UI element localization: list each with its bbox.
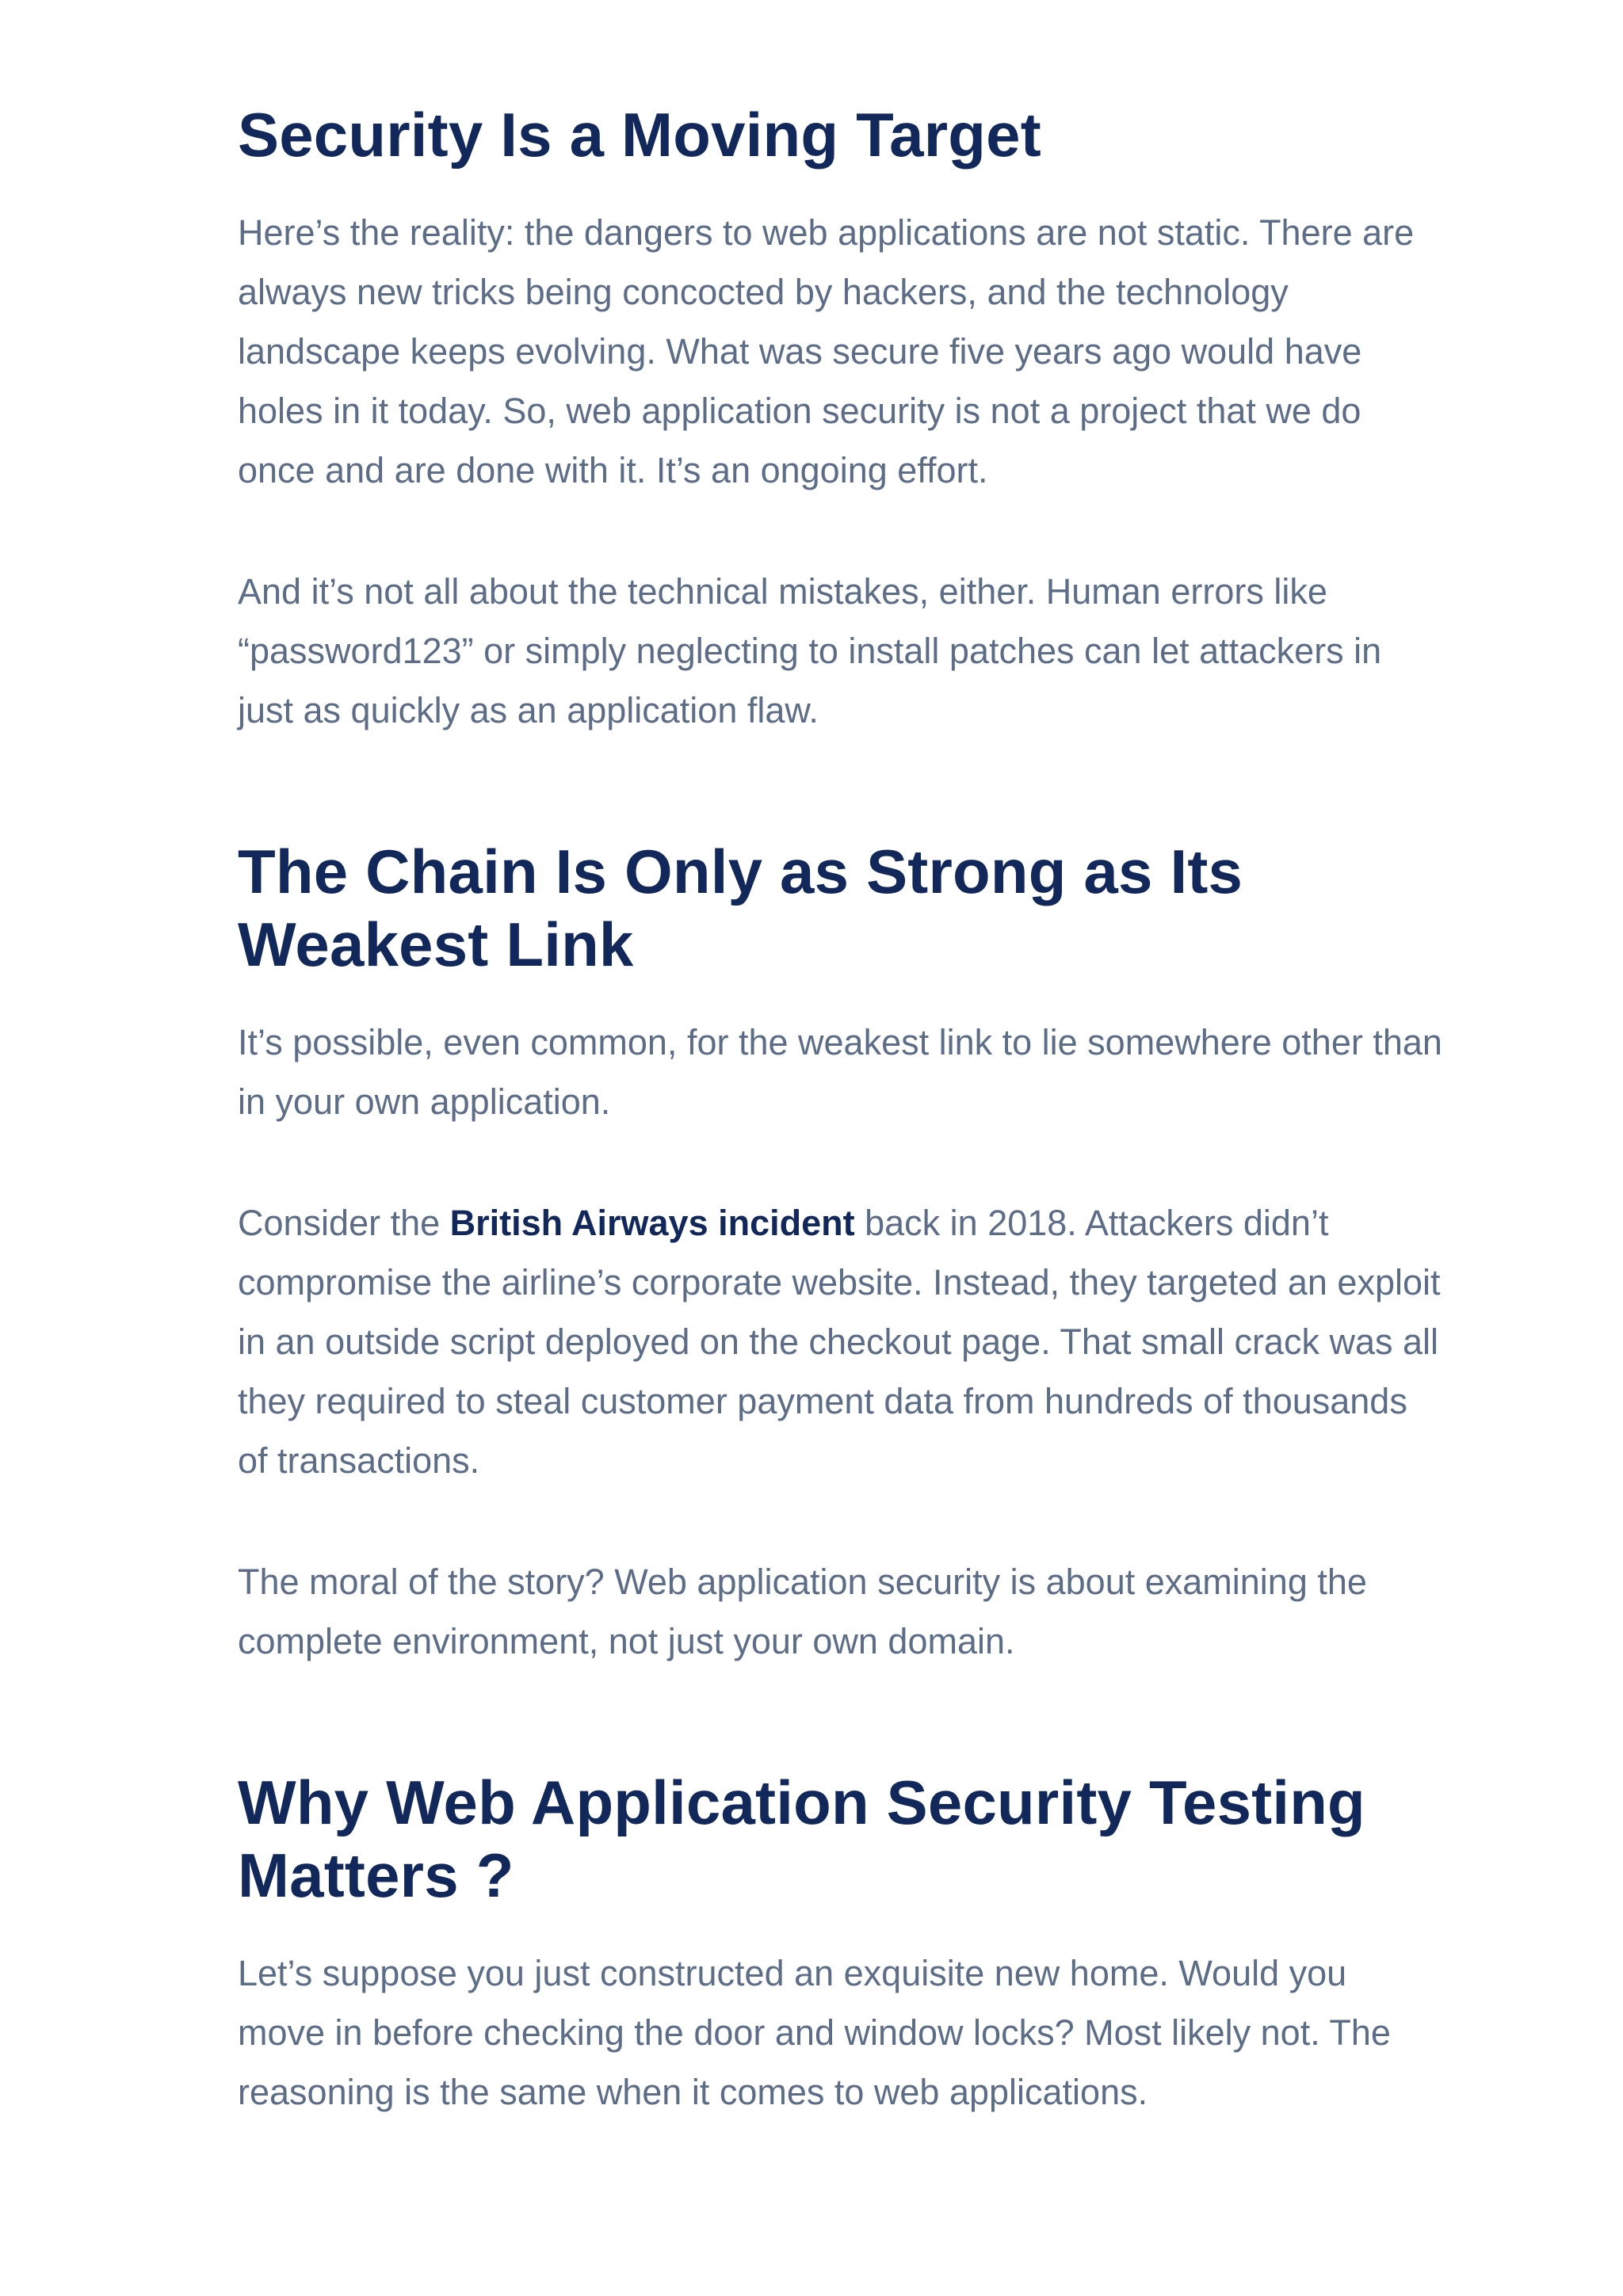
paragraph: Let’s suppose you just constructed an exquisite new home. Would you move in before checking the door and window locks? Most likely not. The reasoning is the same when it comes to web applications. xyxy=(238,1953,1391,2112)
section-heading-why-testing-matters: Why Web Application Security Testing Matters ? xyxy=(238,1768,1365,1910)
paragraph: The moral of the story? Web application security is about examining the complete environment, not just your own domain. xyxy=(238,1562,1367,1661)
paragraph: And it’s not all about the technical mistakes, either. Human errors like “password123” or simply neglecting to install patches can let attackers in just as quickly as an application flaw. xyxy=(238,571,1382,730)
paragraph-text: back in 2018. Attackers didn’t compromise the airline’s corporate website. Instead, they targeted an exploit in an outside script deployed on the checkout page. That small crack was all they required to steal customer payment data from hundreds of thousands of transactions. xyxy=(238,1203,1441,1481)
section-heading-moving-target: Security Is a Moving Target xyxy=(238,100,1041,170)
paragraph: Here’s the reality: the dangers to web applications are not static. There are always new tricks being concocted by hackers, and the technology landscape keeps evolving. What was secure five years ago would have holes in it today. So, web application security is not a project that we do once and are done with it. It’s an ongoing effort. xyxy=(238,212,1415,490)
article-body xyxy=(238,0,1442,2122)
section-heading-weakest-link: The Chain Is Only as Strong as Its Weakest Link xyxy=(238,837,1243,979)
paragraph-british-airways xyxy=(238,1193,1442,1490)
paragraph-text: Consider the xyxy=(238,1203,450,1243)
paragraph: It’s possible, even common, for the weakest link to lie somewhere other than in your own application. xyxy=(238,1022,1442,1122)
british-airways-incident-emphasis: British Airways incident xyxy=(449,1203,855,1243)
